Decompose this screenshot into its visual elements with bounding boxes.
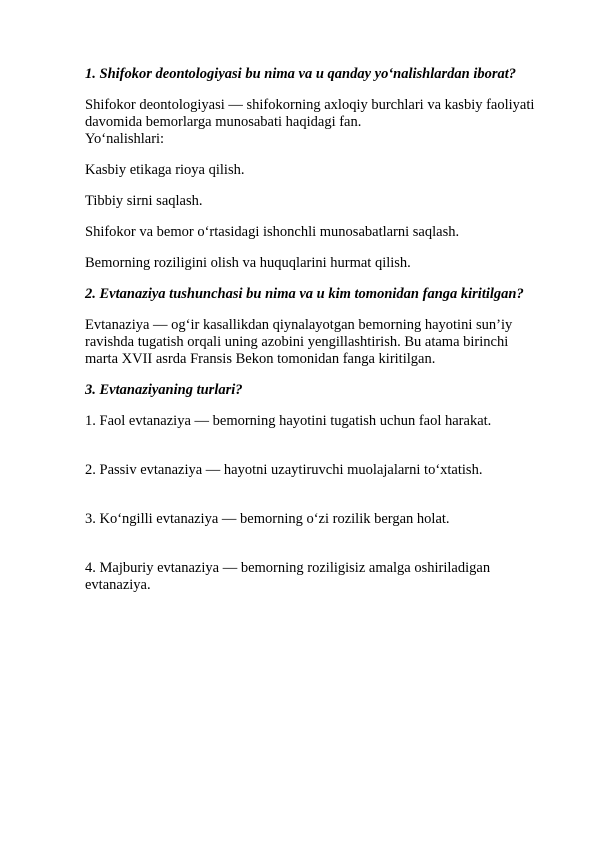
euthanasia-type-4: 4. Majburiy evtanaziya — bemorning roziligisiz amalga oshiriladigan evtanaziya.: [85, 560, 491, 593]
direction-item-4: Bemorning roziligini olish va huquqlarini hurmat qilish.: [85, 255, 411, 271]
question-3-heading: 3. Evtanaziyaning turlari?: [85, 382, 243, 398]
directions-label: Yo‘nalishlari:: [85, 131, 165, 147]
document-page: [85, 66, 535, 608]
direction-item-1: Kasbiy etikaga rioya qilish.: [85, 162, 245, 178]
direction-item-2: Tibbiy sirni saqlash.: [85, 193, 203, 209]
euthanasia-type-1: 1. Faol evtanaziya — bemorning hayotini tugatish uchun faol harakat.: [85, 413, 492, 429]
euthanasia-type-2: 2. Passiv evtanaziya — hayotni uzaytiruvchi muolajalarni to‘xtatish.: [85, 462, 483, 478]
euthanasia-type-3: 3. Ko‘ngilli evtanaziya — bemorning o‘zi rozilik bergan holat.: [85, 511, 450, 527]
direction-item-3: Shifokor va bemor o‘rtasidagi ishonchli munosabatlarni saqlash.: [85, 224, 460, 240]
euthanasia-definition-paragraph: Evtanaziya — og‘ir kasallikdan qiynalayotgan bemorning hayotini sun’iy ravishda tugatish orqali uning azobini yengillashtirish. Bu atama birinchi marta XVII asrda Fransis Bekon tomonidan fanga kiritilgan.: [85, 317, 513, 367]
definition-paragraph: Shifokor deontologiyasi — shifokorning axloqiy burchlari va kasbiy faoliyati davomida bemorlarga munosabati haqidagi fan.: [85, 97, 535, 130]
question-1-heading: 1. Shifokor deontologiyasi bu nima va u qanday yo‘nalishlardan iborat?: [85, 66, 517, 82]
question-2-heading: 2. Evtanaziya tushunchasi bu nima va u kim tomonidan fanga kiritilgan?: [85, 286, 524, 302]
